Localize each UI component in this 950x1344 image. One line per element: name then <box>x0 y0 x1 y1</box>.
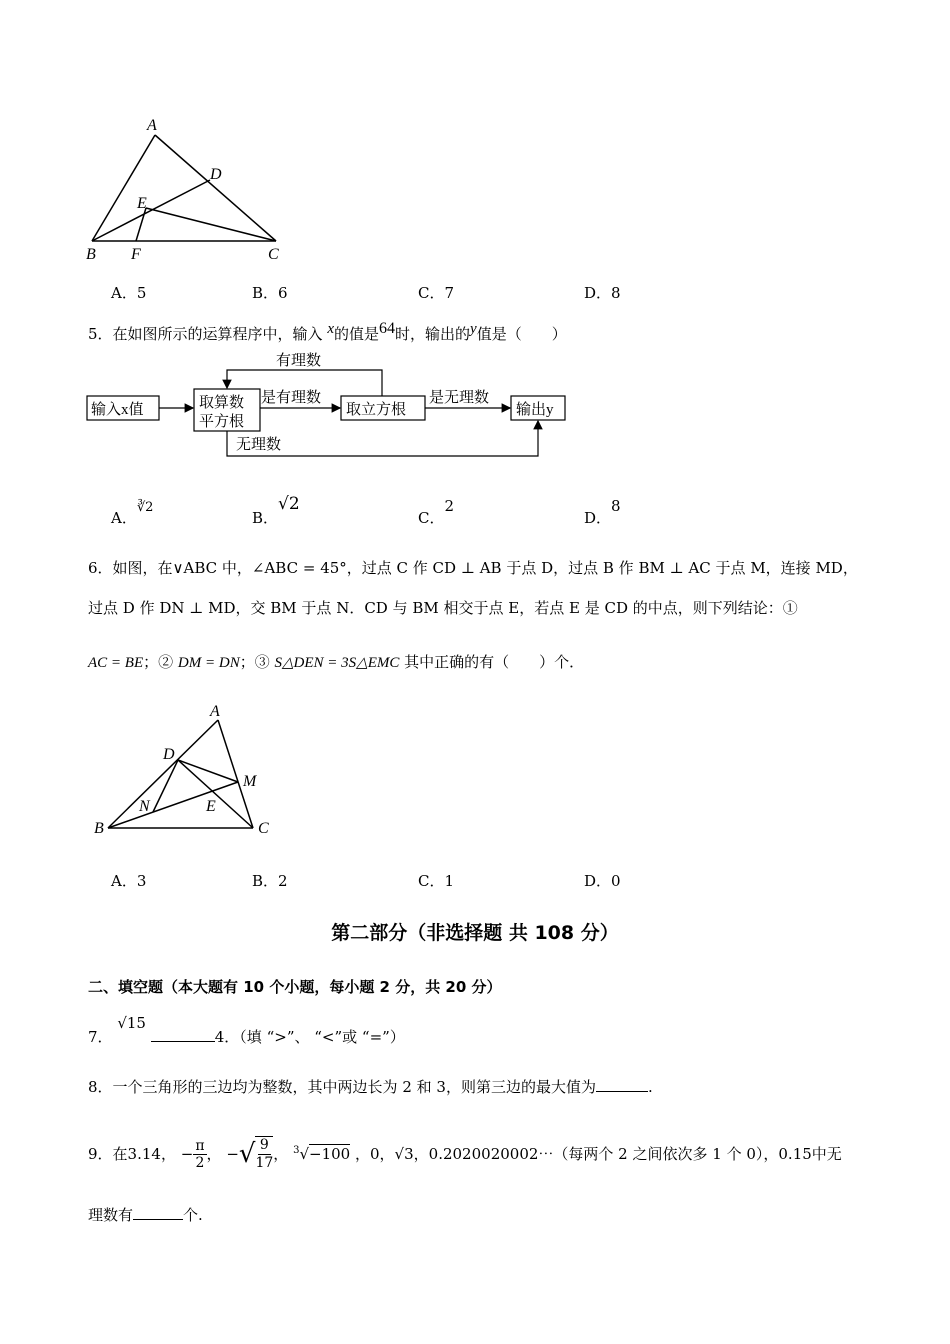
q4-option-c[interactable] <box>418 282 454 303</box>
q6-sep-2: ；③ <box>239 653 270 671</box>
question-number: 5． <box>88 325 113 343</box>
q4-option-b[interactable] <box>252 282 288 303</box>
q5-option-b[interactable] <box>252 493 300 527</box>
q8-answer-blank[interactable] <box>596 1091 648 1092</box>
q9-text-line-2: 理数有 <box>88 1206 134 1224</box>
option-letter: A． <box>111 284 137 302</box>
option-letter: C． <box>418 872 445 890</box>
q6-label-n: N <box>139 798 150 815</box>
q6-label-e: E <box>206 798 216 815</box>
flow-input-label: 输入x值 <box>91 402 144 418</box>
q6-conclusion-2: DM = DN <box>177 655 240 671</box>
q9-neg-pi-half: − $\frac{\pi}{2}$ <box>180 1137 205 1171</box>
option-letter: D． <box>584 284 612 302</box>
q5-var-x: x <box>327 321 335 337</box>
q4-label-d: D <box>210 166 222 183</box>
q6-sep-1: ；② <box>143 653 174 671</box>
q6-question-end: 其中正确的有（ ）个． <box>404 653 585 671</box>
option-value: 1 <box>444 872 455 890</box>
flow-rational-loop: 有理数 <box>276 353 322 369</box>
q6-line-2: 过点 D 作 DN ⊥ MD，交 BM 于点 N．CD 与 BM 相交于点 E，若点 E 是 CD 的中点，则下列结论：① <box>88 599 798 617</box>
q4-option-a[interactable] <box>111 282 146 303</box>
q9-cube-root: $^3$√−100 <box>293 1145 351 1163</box>
q6-triangle-figure <box>88 700 288 840</box>
q4-label-a: A <box>147 117 157 134</box>
flow-is-irrational: 是无理数 <box>429 390 490 406</box>
q4-label-b: B <box>86 246 96 263</box>
question-number: 8． <box>88 1078 113 1096</box>
q4-label-e: E <box>137 195 147 212</box>
option-value: 0 <box>611 872 621 890</box>
q9-text-rest: ，0，√3，0.2020020002⋯（每两个 2 之间依次多 1 个 0），0.15中无 <box>355 1145 842 1163</box>
option-value: √2 <box>278 494 300 514</box>
q5-option-c[interactable] <box>418 495 455 527</box>
option-value: 8 <box>611 284 621 302</box>
q4-triangle-figure <box>80 110 300 270</box>
q6-label-b: B <box>94 820 104 837</box>
fraction-numerator: 9 <box>259 1137 269 1153</box>
option-value: 6 <box>278 284 288 302</box>
option-letter: D． <box>584 872 612 890</box>
q9-line-2 <box>88 1204 203 1225</box>
q5-option-d[interactable] <box>584 495 621 527</box>
flow-sqrt-label-2: 平方根 <box>199 414 245 430</box>
option-value: ∛2 <box>136 500 154 515</box>
q6-line-3 <box>88 651 584 672</box>
q5-text-4: 值是（ ） <box>476 325 567 343</box>
flow-sqrt-label-1: 取算数 <box>199 395 245 411</box>
q6-line-1 <box>88 557 858 578</box>
q6-conclusion-1: AC = BE <box>88 655 144 671</box>
q5-var-y: y <box>470 321 477 337</box>
flow-output-label: 输出y <box>516 402 554 418</box>
option-letter: C． <box>418 509 445 527</box>
option-letter: B． <box>252 509 279 527</box>
q6-text-line-1: 如图，在∨ABC 中，∠ABC = 45°，过点 C 作 CD ⊥ AB 于点 D，过点 B 作 BM ⊥ AC 于点 M，连接 MD， <box>112 559 858 577</box>
q6-option-a[interactable] <box>111 870 146 891</box>
q6-label-m: M <box>243 773 257 790</box>
cube-root-radicand: −100 <box>309 1145 351 1163</box>
q6-label-c: C <box>258 820 269 837</box>
q5-flowchart <box>80 345 580 465</box>
q5-input-value: 64 <box>379 320 396 337</box>
option-value: 5 <box>136 284 147 302</box>
q5-question <box>88 320 567 344</box>
option-value: 3 <box>136 872 147 890</box>
q9-answer-blank[interactable] <box>133 1219 183 1220</box>
option-value: 8 <box>611 497 621 515</box>
question-number: 7． <box>88 1028 113 1046</box>
option-letter: B． <box>252 284 279 302</box>
q7-answer-blank[interactable] <box>151 1041 215 1042</box>
q8-end: . <box>647 1078 653 1096</box>
flow-cube-label: 取立方根 <box>346 402 407 418</box>
q5-text-3: 时，输出的 <box>395 325 471 343</box>
q7-expression: √15 <box>117 1014 146 1032</box>
q5-text-2: 的值是 <box>334 325 380 343</box>
q4-label-c: C <box>268 246 279 263</box>
q5-option-a[interactable] <box>111 495 154 527</box>
option-letter: A． <box>111 872 137 890</box>
question-number: 9． <box>88 1145 113 1163</box>
q9-line-1: 9．在3.14， − $\frac{\pi}{2}$ ， − √ $\frac{9}{17}$ ， $^3$√−100 ，0，√3，0.2020020002⋯（每两个 2 之间依次多 1 个 0），0.15中无 <box>88 1137 842 1171</box>
fill-in-section-heading: 二、填空题（本大题有 10 个小题，每小题 2 分，共 20 分） <box>88 978 502 996</box>
option-letter: B． <box>252 872 279 890</box>
q6-option-b[interactable] <box>252 870 288 891</box>
q6-option-c[interactable] <box>418 870 454 891</box>
option-value: 2 <box>278 872 288 890</box>
q8-question <box>88 1076 653 1097</box>
fraction-denominator: 17 <box>255 1155 274 1171</box>
q9-neg-sqrt-fraction: − √ $\frac{9}{17}$ <box>226 1137 274 1171</box>
option-letter: A． <box>111 509 137 527</box>
option-value: 7 <box>444 284 455 302</box>
option-letter: C． <box>418 284 445 302</box>
q6-option-d[interactable] <box>584 870 621 891</box>
question-number: 6． <box>88 559 113 577</box>
q5-text-1: 在如图所示的运算程序中，输入 <box>112 325 323 343</box>
q6-label-d: D <box>163 746 175 763</box>
part-two-title: 第二部分（非选择题 共 108 分） <box>331 922 619 944</box>
q9-end: 个. <box>183 1206 203 1224</box>
q7-instruction: 4．（填 “>”、 “<”或 “=”） <box>214 1028 405 1046</box>
q4-option-d[interactable] <box>584 282 621 303</box>
q9-text-a: 在3.14， <box>112 1145 176 1163</box>
option-value: 2 <box>444 497 455 515</box>
q6-label-a: A <box>210 703 220 720</box>
flow-is-rational: 是有理数 <box>261 390 322 406</box>
q6-conclusion-3: S△DEN = 3S△EMC <box>274 655 400 671</box>
q7-question <box>88 1014 405 1046</box>
pi-denominator: 2 <box>195 1154 205 1171</box>
pi-numerator: π <box>195 1137 205 1154</box>
q8-text: 一个三角形的三边均为整数，其中两边长为 2 和 3，则第三边的最大值为 <box>112 1078 596 1096</box>
option-letter: D． <box>584 509 612 527</box>
flow-irrational: 无理数 <box>236 437 282 453</box>
q4-label-f: F <box>131 246 141 263</box>
